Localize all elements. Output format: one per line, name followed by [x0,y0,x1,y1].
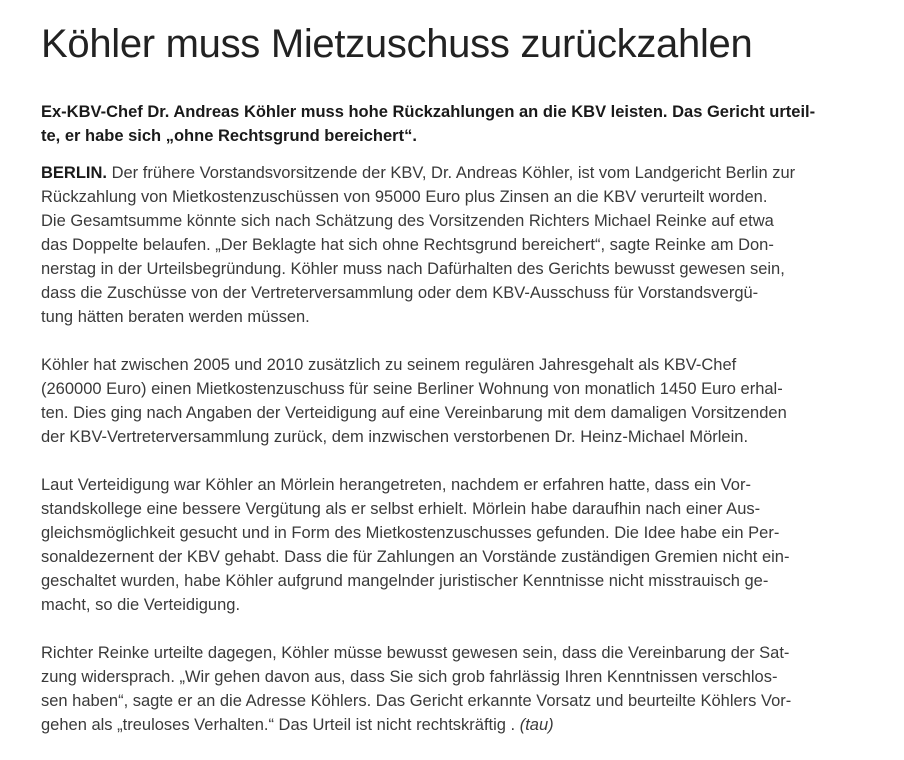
news-article [41,0,881,737]
article-paragraph-1 [41,161,881,329]
article-lead: Ex-KBV-Chef Dr. Andreas Köhler muss hohe Rückzahlungen an die KBV leisten. Das Gericht urteil- te, er habe sich „ohne Rechtsgrund bereichert“. [41,103,816,145]
article-headline: Köhler muss Mietzuschuss zurückzahlen [41,22,753,66]
dateline: BERLIN. [41,164,107,182]
article-paragraph-3: Laut Verteidigung war Köhler an Mörlein herangetreten, nachdem er erfahren hatte, dass ein Vor- standskollege eine bessere Vergütung als er selbst erhielt. Mörlein habe daraufhin nach einer Aus- gleichsmöglichkeit gesucht und in Form des Mietkostenzuschusses gefunden. Die Idee habe ein Per- sonaldezernent der KBV gehabt. Dass die für Zahlungen an Vorstände zuständigen Gremien nicht ein- geschaltet wurden, habe Köhler aufgrund mangelnder juristischer Kenntnisse nicht misstrauisch ge- macht, so die Verteidigung. [41,476,790,614]
paragraph-4-text: Richter Reinke urteilte dagegen, Köhler müsse bewusst gewesen sein, dass die Vereinbarung der Sat- zung widersprach. „Wir gehen davon aus, dass Sie sich grob fahrlässig Ihren Kenntnissen verschlos- sen haben“, sagte er an die Adresse Köhlers. Das Gericht erkannte Vorsatz und beurteilte Köhlers Vor- gehen als „treuloses Verhalten.“ Das Urteil ist nicht rechtskräftig . [41,644,792,734]
author-signature: (tau) [519,716,554,734]
article-paragraph-4 [41,641,881,737]
paragraph-1-text: Der frühere Vorstandsvorsitzende der KBV, Dr. Andreas Köhler, ist vom Landgericht Berlin zur Rückzahlung von Mietkostenzuschüssen von 95000 Euro plus Zinsen an die KBV verurteilt worden. Die Gesamtsumme könnte sich nach Schätzung des Vorsitzenden Richters Michael Reinke auf etwa das Doppelte belaufen. „Der Beklagte hat sich ohne Rechtsgrund bereichert“, sagte Reinke am Don- nerstag in der Urteilsbegründung. Köhler muss nach Dafürhalten des Gerichts bewusst gewesen sein, dass die Zuschüsse von der Vertreterversammlung oder dem KBV-Ausschuss für Vorstandsvergü- tung hätten beraten werden müssen. [41,164,796,326]
article-paragraph-2: Köhler hat zwischen 2005 und 2010 zusätzlich zu seinem regulären Jahresgehalt als KBV-Chef (260000 Euro) einen Mietkostenzuschuss für seine Berliner Wohnung von monatlich 1450 Euro erhal- ten. Dies ging nach Angaben der Verteidigung auf eine Vereinbarung mit dem damaligen Vorsitzenden der KBV-Vertreterversammlung zurück, dem inzwischen verstorbenen Dr. Heinz-Michael Mörlein. [41,356,787,446]
